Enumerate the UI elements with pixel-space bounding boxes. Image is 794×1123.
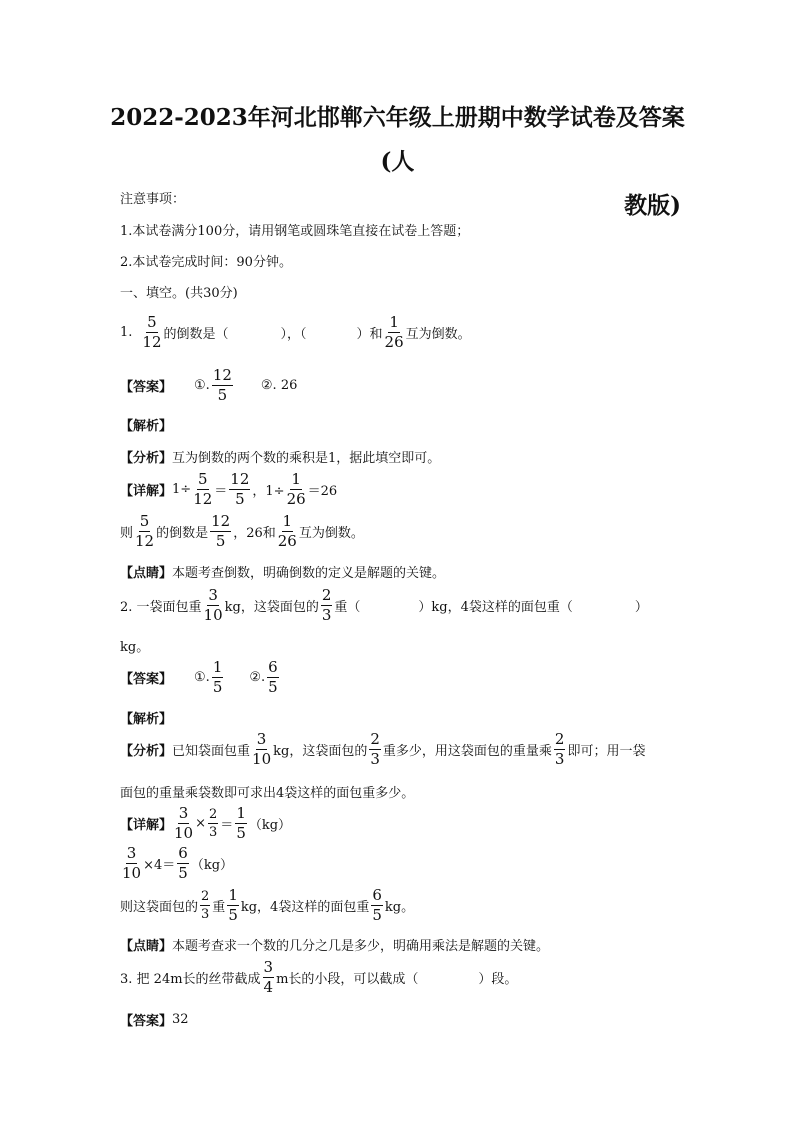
fraction: $\frac{12}{5}$ (212, 366, 232, 404)
q2-fenxi: 【分析】 已知袋面包重 $\frac{3}{10}$ kg，这袋面包的 $\frac{2}{3}$ 重多少，用这袋面包的重量乘 $\frac{2}{3}$ 即可；用一袋 (120, 730, 646, 768)
notice-heading: 注意事项： (120, 192, 186, 207)
document-title (110, 96, 685, 228)
fraction: $\frac{1}{26}$ (384, 313, 404, 351)
q1-fenxi: 【分析】 互为倒数的两个数的乘积是1，据此填空即可。 (120, 451, 441, 466)
q2-detail-2: $\frac{3}{10}$ ×4＝ $\frac{6}{5}$ （kg） (122, 844, 234, 882)
q1-analysis-label: 【解析】 (120, 419, 173, 434)
q1-answer: 【答案】 ①. $\frac{12}{5}$ ②. 26 (120, 366, 298, 404)
question-1: 1. $\frac{5}{12}$ 的倒数是（ ），（ ）和 $\frac{1}{26}$ 互为倒数。 (120, 313, 471, 351)
section-1-heading: 一、填空。(共30分) (120, 286, 238, 301)
fraction: $\frac{5}{12}$ (142, 313, 162, 351)
q2-answer: 【答案】 ①. $\frac{1}{5}$ ②. $\frac{6}{5}$ (120, 658, 278, 696)
q2-conclusion: 则这袋面包的 $\frac{2}{3}$ 重 $\frac{1}{5}$ kg，4袋这样的面包重 $\frac{6}{5}$ kg。 (120, 886, 415, 924)
question-3: 3. 把 24m长的丝带截成 $\frac{3}{4}$ m长的小段，可以截成（ ）段。 (120, 958, 518, 996)
q2-analysis-label: 【解析】 (120, 712, 173, 727)
q2-detail-1: 【详解】 $\frac{3}{10}$ × $\frac{2}{3}$ ＝ $\frac{1}{5}$ （kg） (120, 804, 292, 842)
q1-conclusion: 则 $\frac{5}{12}$ 的倒数是 $\frac{12}{5}$ ，26和 $\frac{1}{26}$ 互为倒数。 (120, 512, 364, 550)
notice-item-1: 1.本试卷满分100分，请用钢笔或圆珠笔直接在试卷上答题； (120, 224, 470, 239)
title-line-1: 2022-2023年河北邯郸六年级上册期中数学试卷及答案(人 (110, 104, 685, 175)
q2-fenxi-cont: 面包的重量乘袋数即可求出4袋这样的面包重多少。 (120, 786, 415, 801)
question-2: 2. 一袋面包重 $\frac{3}{10}$ kg，这袋面包的 $\frac{2}{3}$ 重（ ）kg，4袋这样的面包重（ ） (120, 586, 648, 624)
notice-item-2: 2.本试卷完成时间：90分钟。 (120, 255, 292, 270)
q1-detail: 【详解】 1÷ $\frac{5}{12}$ ＝ $\frac{12}{5}$ ，1÷ $\frac{1}{26}$ ＝26 (120, 470, 338, 508)
title-line-2: 教版) (624, 192, 681, 219)
q2-dianjing: 【点睛】 本题考查求一个数的几分之几是多少，明确用乘法是解题的关键。 (120, 939, 550, 954)
q2-unit-line: kg。 (120, 640, 150, 655)
q1-dianjing: 【点睛】 本题考查倒数，明确倒数的定义是解题的关键。 (120, 566, 446, 581)
q3-answer: 【答案】 32 (120, 1012, 189, 1029)
